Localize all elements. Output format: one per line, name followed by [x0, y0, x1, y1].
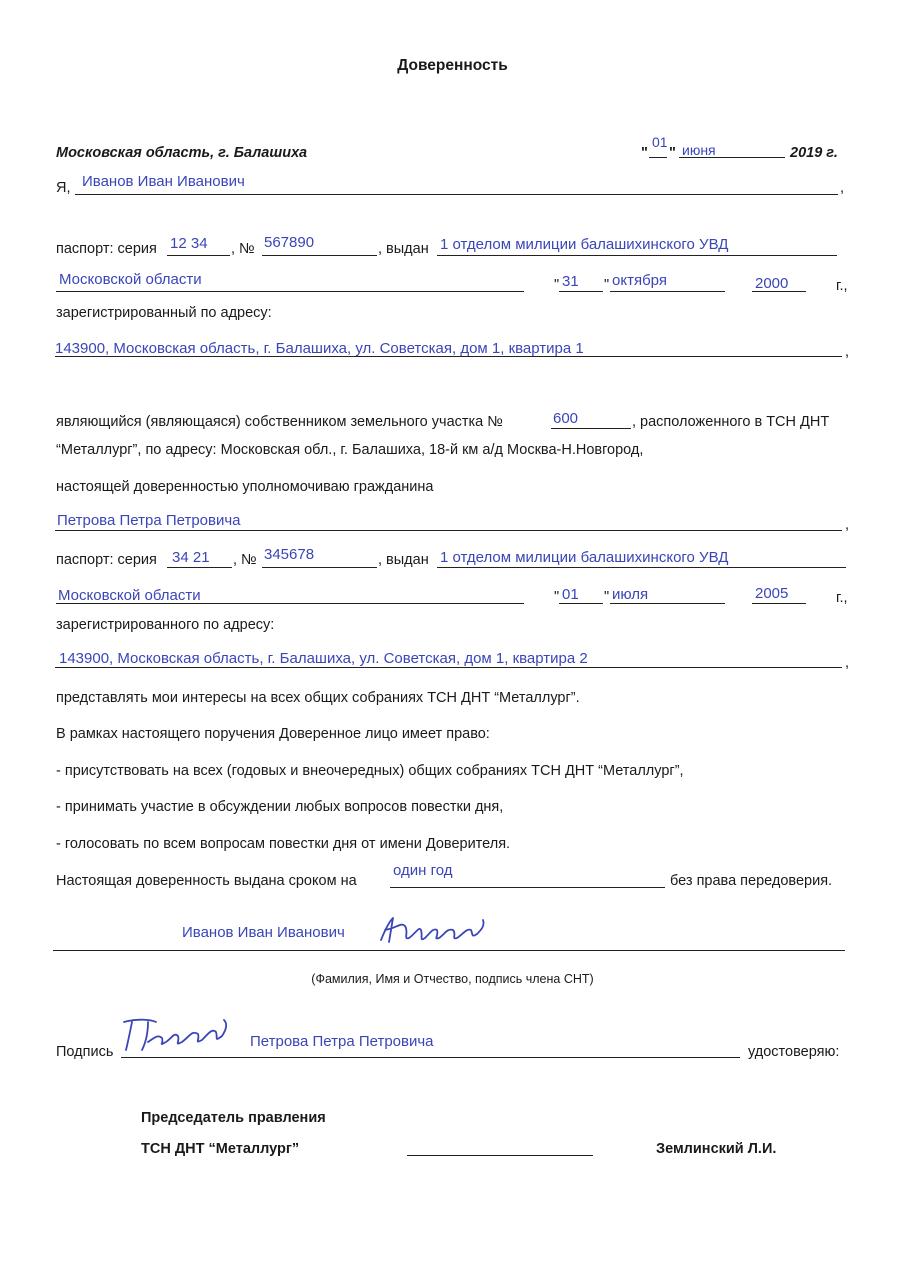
date-month-line — [679, 157, 785, 158]
agent-name: Петрова Петра Петровича — [57, 512, 241, 529]
agent-number-line — [262, 567, 377, 568]
term-value: один год — [393, 862, 453, 879]
chairman-signature-line — [407, 1155, 593, 1156]
principal-passport-label: паспорт: серия — [56, 241, 157, 257]
principal-passport-series: 12 34 — [170, 235, 208, 252]
agent-address: 143900, Московская область, г. Балашиха, ул. Советская, дом 1, квартира 2 — [59, 650, 588, 667]
principal-issue-month-line — [610, 291, 725, 292]
principal-signature-name: Иванов Иван Иванович — [182, 924, 345, 941]
date-month: июня — [682, 142, 716, 158]
principal-signature — [375, 912, 495, 952]
place: Московская область, г. Балашиха — [56, 145, 308, 161]
agent-year-suffix: г., — [836, 590, 848, 606]
agent-name-line — [55, 530, 842, 531]
date-day: 01 — [652, 134, 668, 150]
principal-issued-line — [437, 255, 837, 256]
agent-address-line — [55, 667, 842, 668]
agent-issued-by: 1 отделом милиции балашихинского УВД — [440, 549, 729, 566]
principal-address-suffix: , — [845, 344, 850, 360]
powers-item: - принимать участие в обсуждении любых вопросов повестки дня, — [56, 799, 504, 815]
agent-issued-label: , выдан — [378, 552, 429, 568]
agent-issued-by-2: Московской области — [58, 587, 201, 604]
principal-issued-by: 1 отделом милиции балашихинского УВД — [440, 236, 729, 253]
agent-issued-line — [437, 567, 846, 568]
agent-number-label: , № — [233, 552, 257, 568]
term-line — [390, 887, 665, 888]
principal-address: 143900, Московская область, г. Балашиха, ул. Советская, дом 1, квартира 1 — [55, 340, 584, 357]
agent-issued-line-2 — [56, 603, 524, 604]
principal-issue-day-line — [559, 291, 603, 292]
owner-line1-after: , расположенного в ТСН ДНТ — [632, 414, 830, 430]
certification-label: Подпись — [56, 1044, 114, 1060]
owner-line2: “Металлург”, по адресу: Московская обл., г. Балашиха, 18-й км а/д Москва-Н.Новгород, — [56, 442, 644, 458]
principal-address-label: зарегистрированный по адресу: — [56, 305, 272, 321]
principal-issue-close-quote: " — [604, 277, 610, 293]
certification-name: Петрова Петра Петровича — [250, 1033, 434, 1050]
principal-prefix: Я, — [56, 180, 71, 196]
principal-year-suffix: г., — [836, 278, 848, 294]
principal-signature-line — [53, 950, 845, 951]
certification-signature — [118, 1012, 238, 1057]
principal-issue-year: 2000 — [755, 275, 789, 292]
principal-number-line — [262, 255, 377, 256]
powers-item: - присутствовать на всех (годовых и внеочередных) общих собраниях ТСН ДНТ “Металлург”, — [56, 763, 684, 779]
agent-address-suffix: , — [845, 655, 850, 671]
powers-heading: В рамках настоящего поручения Доверенное лицо имеет право: — [56, 726, 490, 742]
date-day-line — [649, 157, 667, 158]
agent-issue-year-line — [752, 603, 806, 604]
principal-issue-year-line — [752, 291, 806, 292]
principal-passport-number: 567890 — [264, 234, 315, 251]
principal-number-label: , № — [231, 241, 255, 257]
agent-issue-month-line — [610, 603, 725, 604]
principal-address-line — [55, 356, 842, 357]
agent-issue-open-quote: " — [554, 589, 560, 605]
agent-issue-month: июля — [612, 586, 649, 603]
document-title: Доверенность — [397, 57, 508, 74]
date-close-quote: " — [669, 145, 676, 161]
chairman-title-line2: ТСН ДНТ “Металлург” — [141, 1141, 300, 1157]
term-before: Настоящая доверенность выдана сроком на — [56, 873, 357, 889]
agent-issue-close-quote: " — [604, 589, 610, 605]
powers-item: - голосовать по всем вопросам повестки дня от имени Доверителя. — [56, 836, 511, 852]
certification-line — [121, 1057, 740, 1058]
chairman-name: Землинский Л.И. — [656, 1141, 777, 1157]
principal-issue-month: октября — [612, 272, 667, 289]
principal-name-line — [75, 194, 838, 195]
agent-issue-day: 01 — [562, 586, 579, 603]
agent-name-suffix: , — [845, 517, 850, 533]
date-year: 2019 г. — [790, 145, 838, 161]
principal-issued-by-2: Московской области — [59, 271, 202, 288]
agent-passport-label: паспорт: серия — [56, 552, 157, 568]
principal-issued-label: , выдан — [378, 241, 429, 257]
principal-name-suffix: , — [840, 180, 845, 196]
certification-after: удостоверяю: — [748, 1044, 840, 1060]
chairman-title-line1: Председатель правления — [141, 1110, 326, 1126]
principal-issue-day: 31 — [562, 273, 579, 290]
owner-line3: настоящей доверенностью уполномочиваю гражданина — [56, 479, 434, 495]
agent-passport-number: 345678 — [264, 546, 315, 563]
plot-number: 600 — [553, 410, 579, 427]
agent-series-line — [167, 567, 232, 568]
date-open-quote: " — [641, 145, 648, 161]
agent-passport-series: 34 21 — [172, 549, 210, 566]
term-after: без права передоверия. — [670, 873, 833, 889]
principal-series-line — [167, 255, 230, 256]
agent-issue-day-line — [559, 603, 603, 604]
owner-line1-before: являющийся (являющаяся) собственником земельного участка № — [56, 414, 503, 430]
principal-issue-open-quote: " — [554, 277, 560, 293]
powers-intro: представлять мои интересы на всех общих собраниях ТСН ДНТ “Металлург”. — [56, 690, 580, 706]
principal-issued-line-2 — [56, 291, 524, 292]
agent-issue-year: 2005 — [755, 585, 789, 602]
principal-signature-caption: (Фамилия, Имя и Отчество, подпись члена СНТ) — [311, 972, 594, 986]
agent-address-label: зарегистрированного по адресу: — [56, 617, 275, 633]
plot-number-line — [551, 428, 631, 429]
principal-name: Иванов Иван Иванович — [82, 173, 245, 190]
